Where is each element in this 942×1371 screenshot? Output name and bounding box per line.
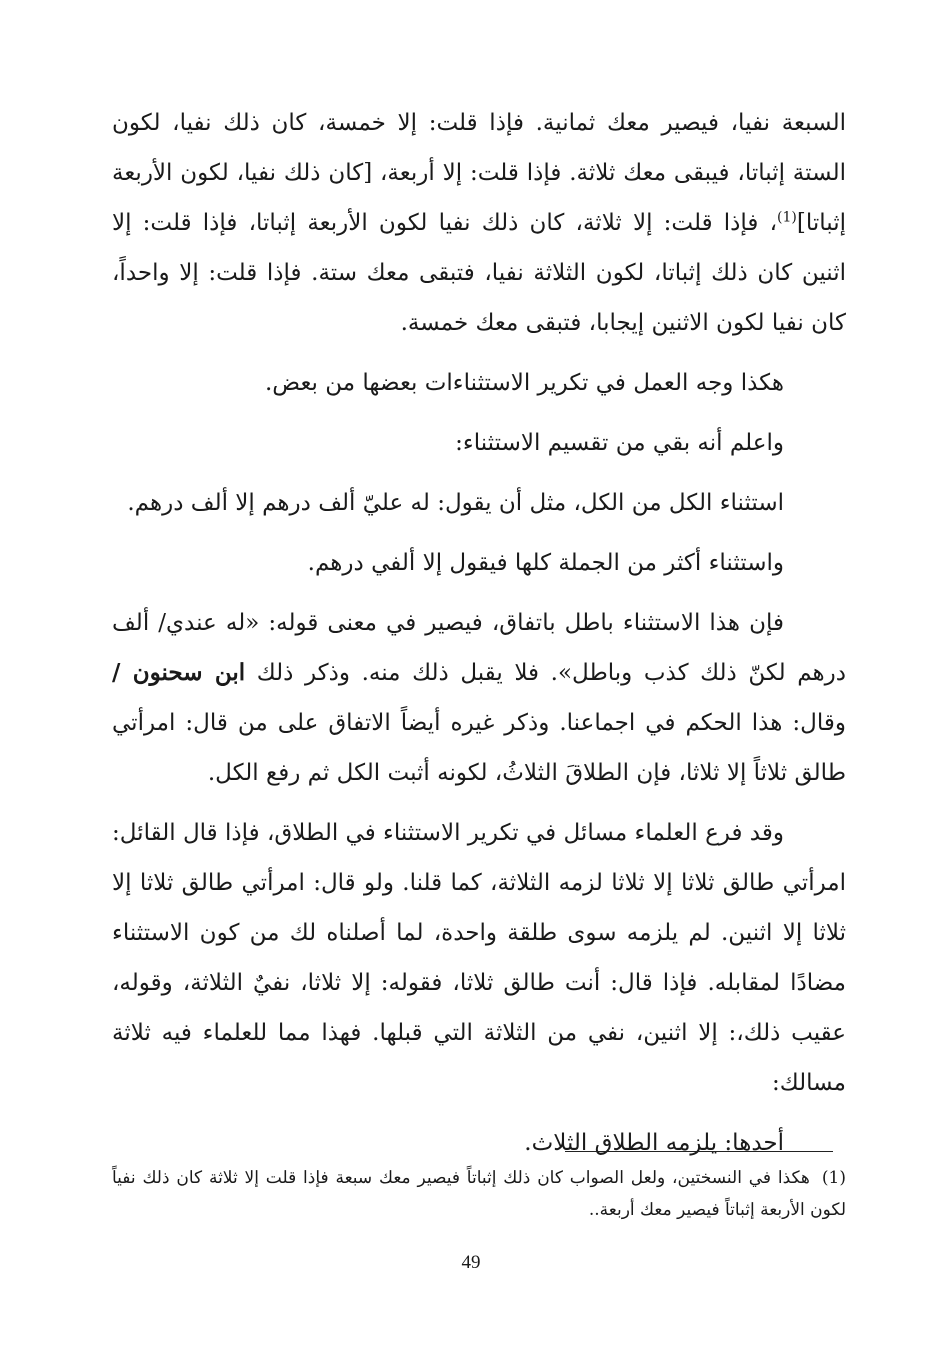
main-text xyxy=(112,98,846,1174)
paragraph-6-text-a: فإن هذا الاستثناء باطل باتفاق، فيصير في معنى قوله: «له عندي/ ألف درهم لكنّ ذلك كذب وباطل». فلا يقبل ذلك منه. وذكر ذلك xyxy=(112,610,846,686)
paragraph-4: استثناء الكل من الكل، مثل أن يقول: له عليّ ألف درهم إلا ألف درهم. xyxy=(127,490,784,516)
paragraph-7: وقد فرع العلماء مسائل في تكرير الاستثناء في الطلاق، فإذا قال القائل: امرأتي طالق ثلاثا إلا ثلاثا لزمه الثلاثة، كما قلنا. ولو قال: امرأتي طالق ثلاثا إلا ثلاثا إلا اثنين. لم يلزمه سوى طلقة واحدة، لما أصلناه لك من كون الاستثناء مضادًا لمقابله. فإذا قال: أنت طالق ثلاثا، فقوله: إلا ثلاثا، نفيٌ الثلاثة، وقوله، عقيب ذلك،: إلا اثنين، نفي من الثلاثة التي قبلها. فهذا مما للعلماء فيه ثلاثة مسالك: xyxy=(112,820,846,1096)
footnote-text: هكذا في النسختين، ولعل الصواب كان ذلك إثباتاً فيصير معك سبعة فإذا قلت إلا ثلاثة كان ذلك نفياً لكون الأربعة إثباتاً فيصير معك أربعة.. xyxy=(112,1168,846,1220)
paragraph-2: هكذا وجه العمل في تكرير الاستثناءات بعضها من بعض. xyxy=(264,370,784,396)
paragraph-5: واستثناء أكثر من الجملة كلها فيقول إلا ألفي درهم. xyxy=(307,550,784,576)
paragraph-6 xyxy=(112,598,846,798)
footnote-separator xyxy=(565,1151,833,1152)
paragraph-1-text-b: ، فإذا قلت: إلا ثلاثة، كان ذلك نفيا لكون الأربعة إثباتا، فإذا قلت: إلا اثنين كان ذلك إثباتا، لكون الثلاثة نفيا، فتبقى معك ستة. فإذا قلت: إلا واحداً، كان نفيا لكون الاثنين إيجابا، فتبقى معك خمسة. xyxy=(112,210,846,336)
paragraph-6-text-b: وقال: هذا الحكم في اجماعنا. وذكر غيره أيضاً الاتفاق على من قال: امرأتي طالق ثلاثاً إلا ثلاثا، فإن الطلاقَ الثلاثُ، لكونه أثبت الكل ثم رفع الكل. xyxy=(112,710,846,786)
footnote-reference: (1) xyxy=(777,209,797,226)
footnote xyxy=(112,1162,846,1226)
paragraph-8: أحدها: يلزمه الطلاق الثلاث. xyxy=(524,1130,784,1156)
paragraph-1-text-a: السبعة نفيا، فيصير معك ثمانية. فإذا قلت: إلا خمسة، كان ذلك نفيا، لكون الستة إثباتا، فيبقى معك ثلاثة. فإذا قلت: إلا أربعة، [كان ذلك نفيا، لكون الأربعة إثباتا] xyxy=(112,110,846,236)
page-number: 49 xyxy=(461,1252,481,1273)
author-name: ابن سحنون / xyxy=(112,659,246,686)
paragraph-1 xyxy=(112,98,846,348)
footnote-number: (1) xyxy=(821,1168,846,1188)
paragraph-3: واعلم أنه بقي من تقسيم الاستثناء: xyxy=(455,430,784,456)
